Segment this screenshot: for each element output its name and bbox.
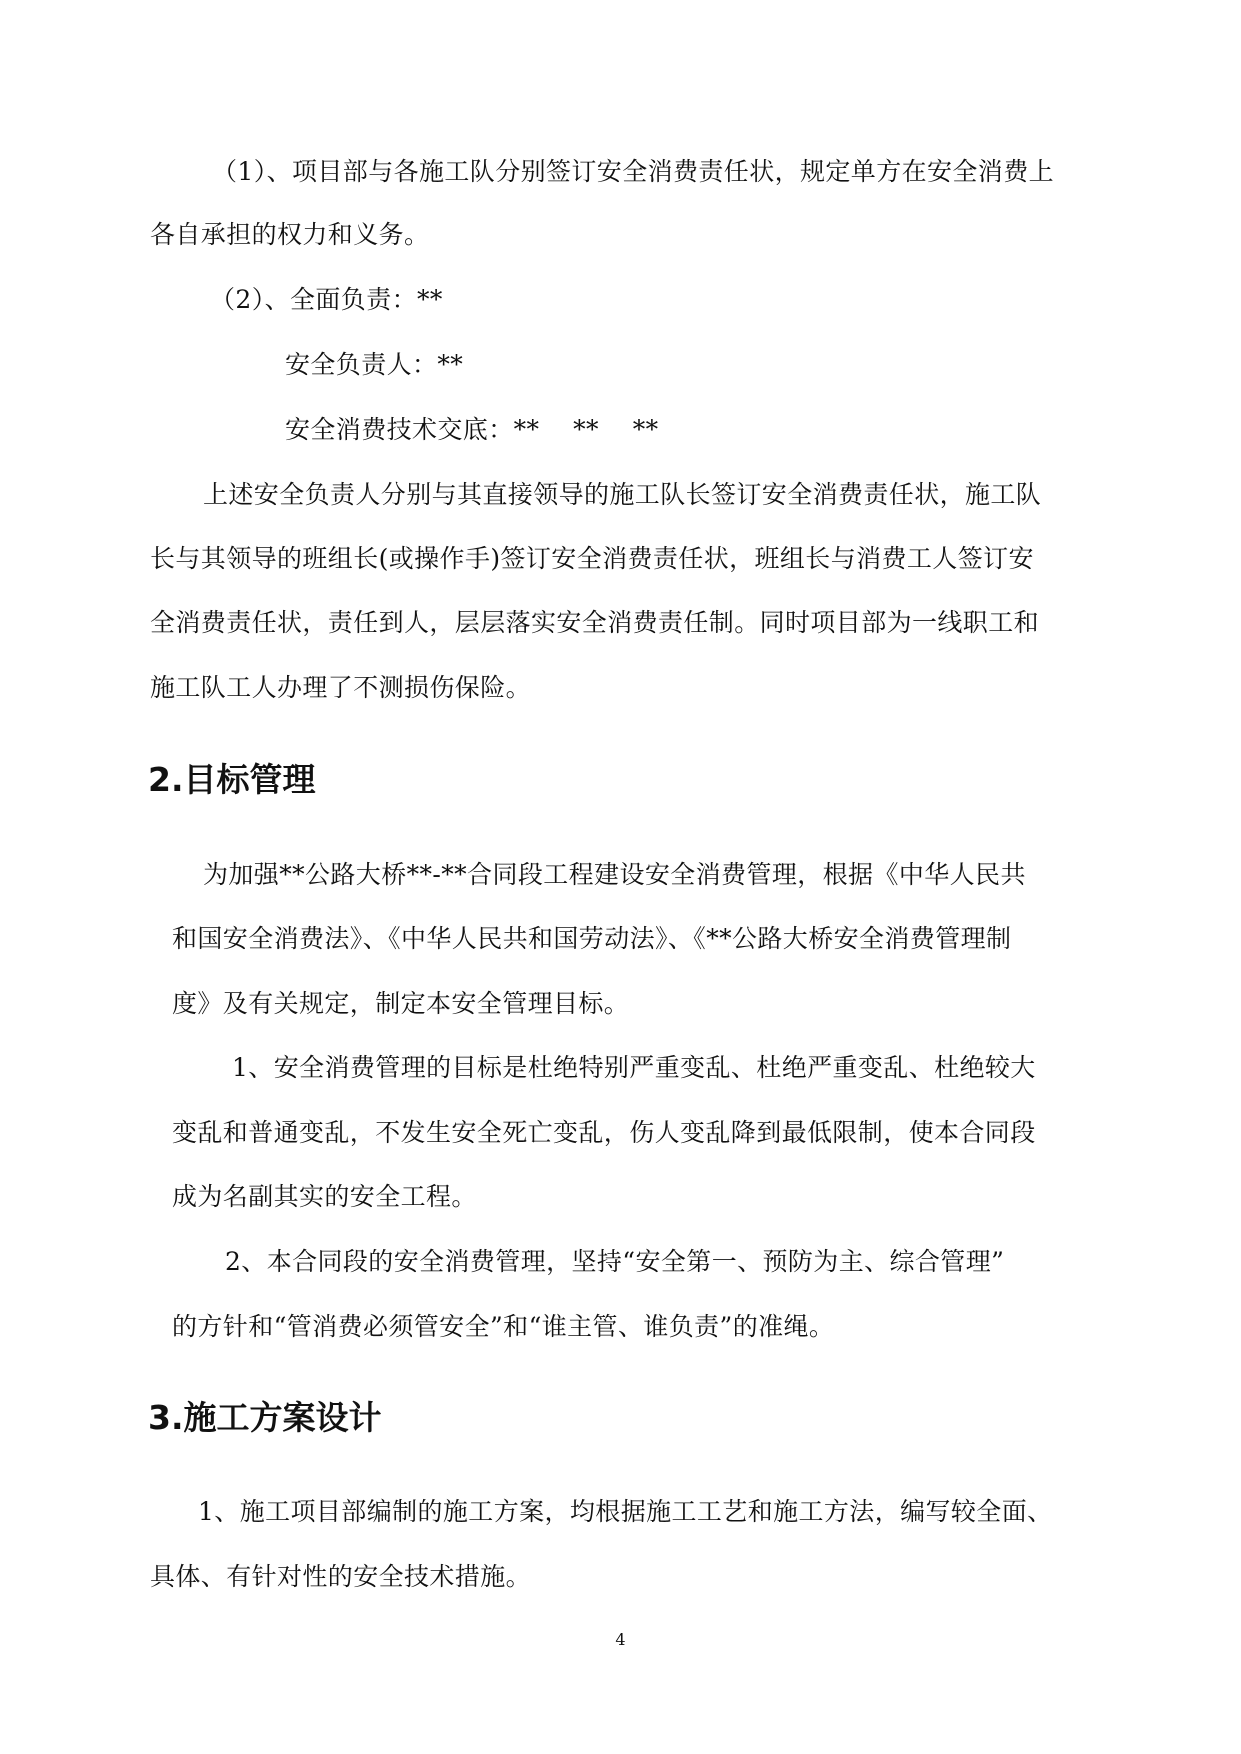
responsibility-item-2-line-3: 安全消费技术交底：** ** ** [285,415,659,444]
responsibility-paragraph-line-2: 长与其领导的班组长(或操作手)签订安全消费责任状，班组长与消费工人签订安 [150,544,1034,573]
target-intro-line-1: 为加强**公路大桥**-**合同段工程建设安全消费管理，根据《中华人民共 [203,860,1026,889]
responsibility-item-2-line-2: 安全负责人：** [285,350,464,379]
responsibility-paragraph-line-1: 上述安全负责人分别与其直接领导的施工队长签订安全消费责任状，施工队 [203,480,1042,509]
target-item-1-line-1: 1、安全消费管理的目标是杜绝特别严重变乱、杜绝严重变乱、杜绝较大 [232,1053,1036,1082]
target-item-2-line-2: 的方针和“管消费必须管安全”和“谁主管、谁负责”的准绳。 [172,1312,835,1341]
responsibility-item-1-line-1: （1）、项目部与各施工队分别签订安全消费责任状，规定单方在安全消费上 [212,157,1055,186]
target-intro-line-2: 和国安全消费法》、《中华人民共和国劳动法》、《**公路大桥安全消费管理制 [172,924,1012,953]
target-item-1-line-3: 成为名副其实的安全工程。 [172,1182,477,1211]
responsibility-item-1-line-2: 各自承担的权力和义务。 [150,220,430,249]
responsibility-paragraph-line-4: 施工队工人办理了不测损伤保险。 [150,673,532,702]
target-item-1-line-2: 变乱和普通变乱，不发生安全死亡变乱，伤人变乱降到最低限制，使本合同段 [172,1118,1036,1147]
responsibility-item-2-line-1: （2）、全面负责：** [210,285,443,314]
page-number: 4 [615,1630,626,1649]
target-item-2-line-1: 2、本合同段的安全消费管理，坚持“安全第一、预防为主、综合管理” [225,1247,1005,1276]
section-heading-target-management: 2.目标管理 [148,760,316,799]
plan-item-1-line-2: 具体、有针对性的安全技术措施。 [150,1562,532,1591]
responsibility-paragraph-line-3: 全消费责任状，责任到人，层层落实安全消费责任制。同时项目部为一线职工和 [150,608,1040,637]
section-heading-construction-plan-design: 3.施工方案设计 [148,1398,382,1437]
plan-item-1-line-1: 1、施工项目部编制的施工方案，均根据施工工艺和施工方法，编写较全面、 [198,1497,1053,1526]
target-intro-line-3: 度》及有关规定，制定本安全管理目标。 [172,989,630,1018]
